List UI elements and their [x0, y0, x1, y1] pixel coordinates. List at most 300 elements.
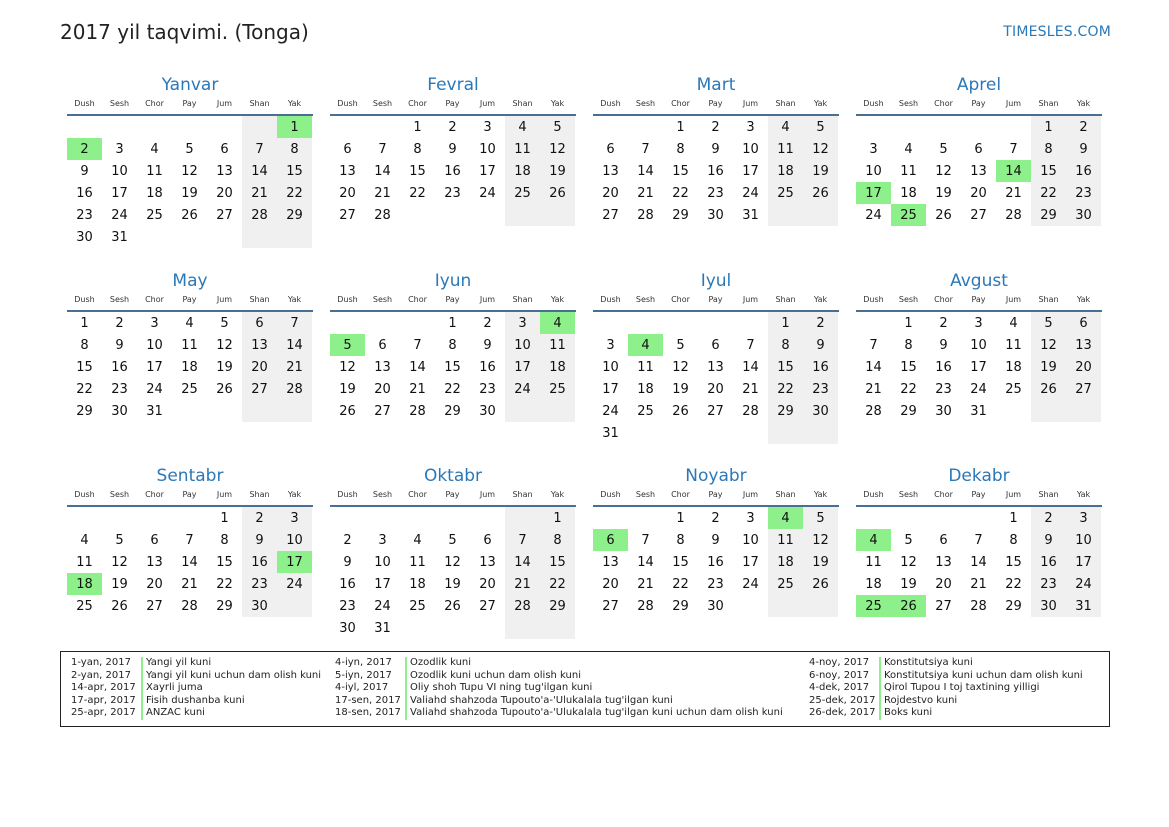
holiday-day-cell: 6	[593, 529, 628, 551]
day-cell: 11	[540, 334, 575, 356]
empty-day-cell	[365, 312, 400, 334]
day-cell: 18	[865, 576, 882, 592]
day-cell: 4	[768, 116, 803, 138]
empty-day-cell	[137, 116, 172, 138]
legend-item	[335, 695, 783, 708]
day-cell: 21	[1005, 185, 1022, 201]
weekday-label: Pay	[708, 295, 723, 304]
holiday-day-cell: 25	[856, 595, 891, 617]
day-cell: 27	[339, 207, 356, 223]
day-cell: 12	[803, 138, 838, 160]
day-cell: 16	[803, 356, 838, 378]
day-cell: 28	[970, 598, 987, 614]
day-cell: 7	[413, 337, 422, 353]
day-cell: 6	[974, 141, 983, 157]
day-cell: 24	[146, 381, 163, 397]
weekday-label: Dush	[337, 295, 358, 304]
empty-day-cell	[1066, 400, 1101, 422]
day-cell: 26	[935, 207, 952, 223]
empty-day-cell	[540, 204, 575, 226]
month-title: Noyabr	[685, 466, 747, 486]
day-cell: 17	[111, 185, 128, 201]
day-cell: 18	[768, 551, 803, 573]
weekday-label: Chor	[145, 490, 164, 499]
day-cell: 11	[76, 554, 93, 570]
day-cell: 3	[746, 510, 755, 526]
day-cell: 7	[746, 337, 755, 353]
brand-link[interactable]: TIMESLES.COM	[1003, 24, 1111, 40]
day-cell: 9	[711, 532, 720, 548]
legend-item	[71, 682, 321, 695]
day-cell: 12	[216, 337, 233, 353]
day-cell: 17	[505, 356, 540, 378]
day-cell: 21	[181, 576, 198, 592]
empty-day-cell	[593, 116, 628, 138]
day-cell: 24	[479, 185, 496, 201]
empty-day-cell	[505, 400, 540, 422]
day-cell: 29	[277, 204, 312, 226]
day-cell: 18	[637, 381, 654, 397]
day-cell: 2	[115, 315, 124, 331]
day-cell: 4	[505, 116, 540, 138]
weekday-label: Shan	[249, 490, 270, 499]
day-cell: 16	[339, 576, 356, 592]
day-cell: 19	[900, 576, 917, 592]
day-cell: 12	[1031, 334, 1066, 356]
day-cell: 9	[448, 141, 457, 157]
weekday-label: Dush	[74, 99, 95, 108]
day-cell: 17	[742, 554, 759, 570]
legend-item	[71, 707, 321, 720]
empty-day-cell	[400, 312, 435, 334]
day-cell: 28	[637, 207, 654, 223]
day-cell: 29	[900, 403, 917, 419]
day-cell: 25	[146, 207, 163, 223]
day-cell: 28	[742, 403, 759, 419]
day-cell: 3	[378, 532, 387, 548]
weekday-header	[67, 97, 313, 111]
day-cell: 17	[146, 359, 163, 375]
holiday-date: 4-iyl, 2017	[335, 682, 389, 694]
weekday-label: Jum	[479, 99, 496, 108]
day-cell: 28	[865, 403, 882, 419]
day-cell: 6	[483, 532, 492, 548]
weekday-header	[593, 488, 839, 502]
day-cell: 14	[970, 554, 987, 570]
day-cell: 14	[637, 554, 654, 570]
weekday-label: Shan	[775, 99, 796, 108]
day-cell: 19	[181, 185, 198, 201]
day-cell: 31	[602, 425, 619, 441]
month-title: Oktabr	[423, 466, 483, 486]
day-cell: 19	[672, 381, 689, 397]
empty-day-cell	[926, 116, 961, 138]
empty-day-cell	[996, 400, 1031, 422]
day-cell: 28	[181, 598, 198, 614]
weekday-header	[330, 293, 576, 307]
day-cell: 6	[606, 141, 615, 157]
day-cell: 9	[803, 334, 838, 356]
day-cell: 10	[111, 163, 128, 179]
empty-day-cell	[365, 507, 400, 529]
day-cell: 18	[900, 185, 917, 201]
month-aprel	[856, 73, 1102, 226]
day-cell: 27	[374, 403, 391, 419]
holiday-name: Fisih dushanba kuni	[141, 695, 245, 708]
day-cell: 23	[803, 378, 838, 400]
day-cell: 5	[676, 337, 685, 353]
day-cell: 12	[672, 359, 689, 375]
day-cell: 31	[146, 403, 163, 419]
empty-day-cell	[242, 116, 277, 138]
empty-day-cell	[330, 507, 365, 529]
empty-day-cell	[768, 595, 803, 617]
day-cell: 10	[742, 141, 759, 157]
day-cell: 9	[343, 554, 352, 570]
holiday-name: Boks kuni	[879, 707, 932, 720]
day-cell: 27	[1066, 378, 1101, 400]
weekday-label: Jum	[216, 490, 233, 499]
day-cell: 27	[242, 378, 277, 400]
day-cell: 29	[672, 207, 689, 223]
day-cell: 14	[181, 554, 198, 570]
day-cell: 2	[939, 315, 948, 331]
month-yanvar	[67, 73, 313, 248]
day-cell: 19	[935, 185, 952, 201]
day-cell: 13	[602, 163, 619, 179]
day-cell: 10	[1066, 529, 1101, 551]
day-cell: 1	[220, 510, 229, 526]
weekday-label: Pay	[708, 490, 723, 499]
day-cell: 22	[768, 378, 803, 400]
day-cell: 15	[1005, 554, 1022, 570]
empty-day-cell	[1031, 400, 1066, 422]
month-iyul	[593, 269, 839, 444]
day-cell: 15	[216, 554, 233, 570]
weekday-label: Chor	[408, 99, 427, 108]
holiday-day-cell: 4	[768, 507, 803, 529]
day-cell: 15	[768, 356, 803, 378]
day-cell: 16	[76, 185, 93, 201]
day-cell: 8	[676, 141, 685, 157]
day-cell: 24	[277, 573, 312, 595]
weekday-label: Yak	[550, 295, 565, 304]
day-cell: 22	[76, 381, 93, 397]
day-cell: 27	[707, 403, 724, 419]
empty-day-cell	[768, 422, 803, 444]
weekday-label: Jum	[1005, 490, 1022, 499]
day-cell: 26	[672, 403, 689, 419]
day-cell: 21	[865, 381, 882, 397]
day-cell: 14	[242, 160, 277, 182]
holiday-legend	[60, 651, 1110, 727]
month-title: Iyul	[700, 271, 732, 291]
empty-day-cell	[435, 204, 470, 226]
weekday-label: Yak	[287, 295, 302, 304]
empty-day-cell	[67, 116, 102, 138]
weekday-label: Shan	[249, 99, 270, 108]
day-cell: 3	[974, 315, 983, 331]
empty-day-cell	[628, 507, 663, 529]
day-cell: 5	[803, 116, 838, 138]
day-cell: 17	[479, 163, 496, 179]
empty-day-cell	[505, 507, 540, 529]
month-iyun	[330, 269, 576, 422]
day-cell: 25	[768, 573, 803, 595]
day-cell: 19	[540, 160, 575, 182]
day-cell: 2	[803, 312, 838, 334]
holiday-date: 4-noy, 2017	[809, 657, 870, 668]
day-cell: 29	[540, 595, 575, 617]
day-cell: 1	[676, 510, 685, 526]
day-cell: 20	[602, 576, 619, 592]
holiday-name: Rojdestvo kuni	[879, 695, 957, 708]
day-cell: 9	[939, 337, 948, 353]
day-cell: 31	[1066, 595, 1101, 617]
day-cell: 3	[115, 141, 124, 157]
day-cell: 11	[505, 138, 540, 160]
day-cell: 15	[409, 163, 426, 179]
empty-day-cell	[242, 226, 277, 248]
day-cell: 13	[216, 163, 233, 179]
day-cell: 2	[343, 532, 352, 548]
weekday-header	[330, 488, 576, 502]
day-cell: 30	[242, 595, 277, 617]
holiday-day-cell: 1	[277, 116, 312, 138]
day-cell: 17	[742, 163, 759, 179]
day-cell: 18	[409, 576, 426, 592]
day-cell: 9	[1031, 529, 1066, 551]
weekday-label: Shan	[512, 490, 533, 499]
weekday-label: Pay	[445, 490, 460, 499]
month-title: Fevral	[427, 75, 479, 95]
day-cell: 19	[111, 576, 128, 592]
day-cell: 30	[707, 598, 724, 614]
weekday-label: Dush	[863, 99, 884, 108]
weekday-label: Pay	[971, 99, 986, 108]
holiday-date: 25-apr, 2017	[71, 707, 136, 719]
weekday-label: Sesh	[372, 99, 393, 108]
day-cell: 8	[277, 138, 312, 160]
empty-day-cell	[698, 422, 733, 444]
month-title: Yanvar	[161, 75, 219, 95]
day-cell: 20	[479, 576, 496, 592]
day-cell: 15	[76, 359, 93, 375]
legend-item	[335, 682, 783, 695]
day-cell: 16	[242, 551, 277, 573]
month-may	[67, 269, 313, 422]
day-cell: 30	[803, 400, 838, 422]
day-cell: 7	[277, 312, 312, 334]
weekday-label: Shan	[1038, 99, 1059, 108]
holiday-date: 2-yan, 2017	[71, 669, 131, 681]
weekday-label: Dush	[74, 490, 95, 499]
legend-item	[71, 695, 321, 708]
day-cell: 5	[540, 116, 575, 138]
day-cell: 27	[479, 598, 496, 614]
day-cell: 20	[935, 576, 952, 592]
month-title: Aprel	[956, 75, 1002, 95]
day-cell: 13	[339, 163, 356, 179]
weekday-label: Jum	[742, 490, 759, 499]
month-mart	[593, 73, 839, 226]
weekday-header	[856, 97, 1102, 111]
empty-day-cell	[67, 507, 102, 529]
day-cell: 7	[869, 337, 878, 353]
day-cell: 9	[115, 337, 124, 353]
day-cell: 11	[768, 138, 803, 160]
month-title: Iyun	[434, 271, 472, 291]
day-cell: 10	[742, 532, 759, 548]
weekday-label: Jum	[216, 295, 233, 304]
empty-day-cell	[733, 595, 768, 617]
day-cell: 26	[111, 598, 128, 614]
day-cell: 30	[111, 403, 128, 419]
day-cell: 26	[181, 207, 198, 223]
day-cell: 20	[1066, 356, 1101, 378]
weekday-label: Chor	[408, 295, 427, 304]
day-cell: 14	[865, 359, 882, 375]
day-cell: 8	[540, 529, 575, 551]
weekday-label: Pay	[445, 295, 460, 304]
day-grid	[67, 507, 312, 617]
day-cell: 1	[1031, 116, 1066, 138]
day-cell: 29	[1005, 598, 1022, 614]
weekday-label: Shan	[249, 295, 270, 304]
day-cell: 30	[707, 207, 724, 223]
day-cell: 18	[181, 359, 198, 375]
weekday-label: Yak	[287, 99, 302, 108]
day-grid	[330, 116, 575, 226]
day-cell: 19	[216, 359, 233, 375]
empty-day-cell	[891, 507, 926, 529]
empty-day-cell	[400, 204, 435, 226]
day-cell: 24	[742, 576, 759, 592]
day-cell: 19	[1031, 356, 1066, 378]
day-cell: 3	[150, 315, 159, 331]
day-grid	[856, 116, 1101, 226]
day-cell: 13	[479, 554, 496, 570]
holiday-date: 4-dek, 2017	[809, 682, 870, 694]
empty-day-cell	[891, 116, 926, 138]
day-cell: 24	[111, 207, 128, 223]
day-cell: 31	[374, 620, 391, 636]
day-cell: 1	[676, 119, 685, 135]
day-cell: 19	[803, 551, 838, 573]
weekday-label: Yak	[1076, 99, 1091, 108]
day-cell: 18	[505, 160, 540, 182]
day-cell: 29	[1031, 204, 1066, 226]
day-cell: 21	[637, 185, 654, 201]
weekday-label: Sesh	[372, 490, 393, 499]
day-cell: 6	[1066, 312, 1101, 334]
empty-day-cell	[628, 422, 663, 444]
empty-day-cell	[400, 617, 435, 639]
day-cell: 30	[1066, 204, 1101, 226]
weekday-label: Shan	[512, 99, 533, 108]
day-grid	[856, 507, 1101, 617]
empty-day-cell	[926, 507, 961, 529]
day-grid	[593, 507, 838, 617]
day-cell: 1	[540, 507, 575, 529]
day-cell: 20	[146, 576, 163, 592]
day-cell: 25	[540, 378, 575, 400]
empty-day-cell	[365, 116, 400, 138]
weekday-label: Sesh	[372, 295, 393, 304]
empty-day-cell	[470, 204, 505, 226]
day-cell: 18	[768, 160, 803, 182]
day-cell: 29	[216, 598, 233, 614]
day-grid	[593, 312, 838, 444]
weekday-label: Sesh	[635, 490, 656, 499]
day-cell: 19	[444, 576, 461, 592]
day-grid	[330, 507, 575, 639]
day-cell: 3	[1066, 507, 1101, 529]
day-cell: 5	[1031, 312, 1066, 334]
day-cell: 1	[904, 315, 913, 331]
day-cell: 8	[448, 337, 457, 353]
holiday-name: Qirol Tupou I toj taxtining yilligi	[879, 682, 1039, 695]
day-cell: 20	[602, 185, 619, 201]
day-cell: 5	[185, 141, 194, 157]
day-cell: 6	[939, 532, 948, 548]
weekday-label: Sesh	[635, 295, 656, 304]
day-cell: 16	[1066, 160, 1101, 182]
holiday-date: 26-dek, 2017	[809, 707, 876, 719]
day-cell: 1	[768, 312, 803, 334]
day-cell: 10	[479, 141, 496, 157]
weekday-label: Chor	[671, 490, 690, 499]
day-cell: 15	[900, 359, 917, 375]
day-cell: 21	[409, 381, 426, 397]
weekday-label: Sesh	[109, 295, 130, 304]
weekday-label: Yak	[550, 490, 565, 499]
day-cell: 14	[505, 551, 540, 573]
month-oktabr	[330, 464, 576, 639]
day-cell: 28	[242, 204, 277, 226]
legend-item	[335, 670, 783, 683]
weekday-label: Dush	[863, 295, 884, 304]
weekday-header	[67, 488, 313, 502]
day-cell: 15	[672, 163, 689, 179]
holiday-name: Valiahd shahzoda Tupouto'a-'Ulukalala tug'ilgan kuni uchun dam olish kuni	[405, 707, 783, 720]
day-cell: 25	[76, 598, 93, 614]
day-cell: 6	[343, 141, 352, 157]
day-cell: 21	[970, 576, 987, 592]
day-cell: 13	[935, 554, 952, 570]
weekday-label: Yak	[287, 490, 302, 499]
weekday-label: Dush	[600, 295, 621, 304]
day-cell: 8	[413, 141, 422, 157]
weekday-label: Chor	[934, 490, 953, 499]
day-cell: 20	[339, 185, 356, 201]
legend-item	[335, 707, 783, 720]
weekday-label: Jum	[742, 99, 759, 108]
weekday-label: Sesh	[898, 99, 919, 108]
day-cell: 7	[185, 532, 194, 548]
day-cell: 5	[803, 507, 838, 529]
weekday-label: Sesh	[109, 490, 130, 499]
day-cell: 16	[707, 554, 724, 570]
day-cell: 8	[676, 532, 685, 548]
day-cell: 11	[146, 163, 163, 179]
weekday-label: Jum	[742, 295, 759, 304]
weekday-label: Chor	[408, 490, 427, 499]
day-cell: 20	[216, 185, 233, 201]
empty-day-cell	[277, 226, 312, 248]
day-cell: 3	[277, 507, 312, 529]
weekday-label: Jum	[479, 490, 496, 499]
